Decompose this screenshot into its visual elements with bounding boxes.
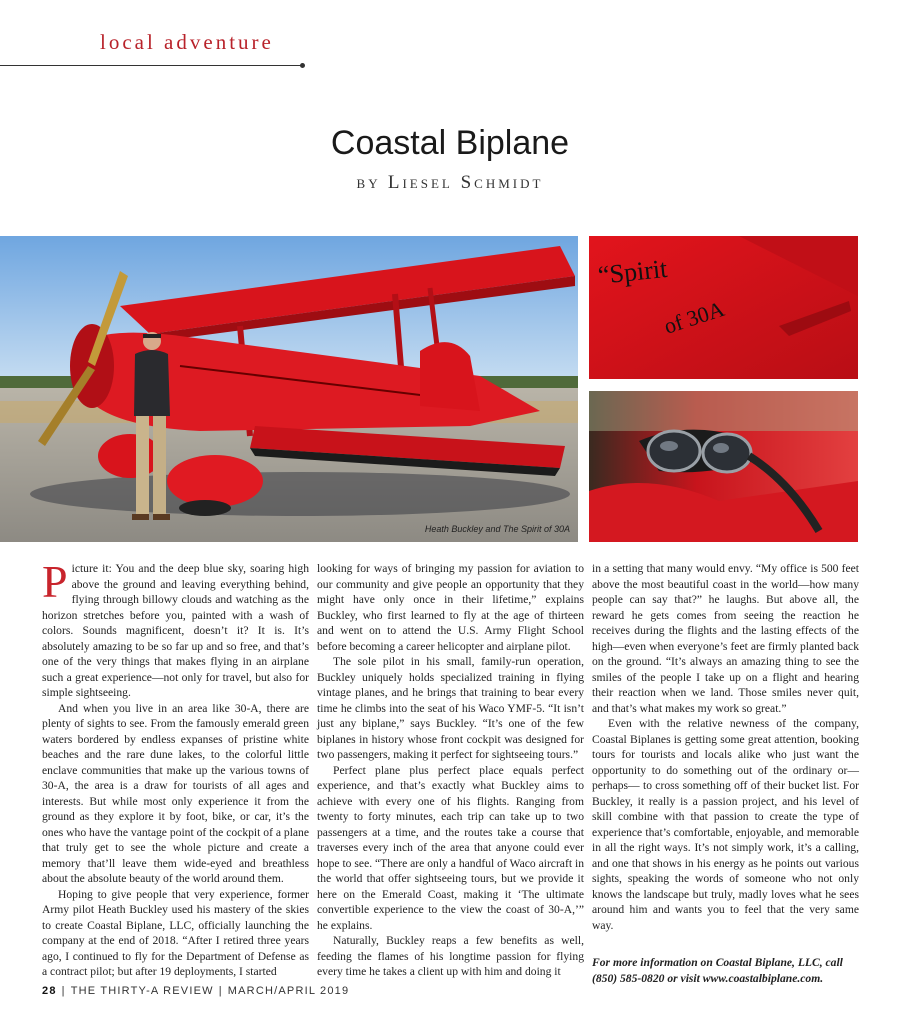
paragraph-2: And when you live in an area like 30-A, there are plenty of sights to see. From the famously emerald green waters bordered by endless expanses of pristine white beaches and the rare dune lakes, to the colorful little enclave communities that make up the various towns of 30-A, the area is a draw for tourists of all ages and interests. But while most only experience it from the ground as they explore it by foot, bike, or car, it’s the ones who have the vantage point of the cockpit of a plane that truly get to see the whole picture and create a memory that’ll leave them wide-eyed and breathless about the absolute beauty of the world around them. [42, 701, 309, 885]
article-column-2 [317, 561, 584, 980]
paragraph-1-text: icture it: You and the deep blue sky, soaring high above the ground and leaving everything behind, flying through billowy clouds and watching as the horizon stretches before you, painted with a wash of colors. Sounds magnificent, doesn’t it? It is. It’s absolutely amazing to be so far up and so free, and that’s one of the very things that makes flying in an airplane such a great experience—not only for travel, but also for simple sightseeing. [42, 562, 309, 699]
byline [0, 172, 900, 194]
paragraph-1 [42, 556, 309, 701]
publication-name: THE THIRTY-A REVIEW [70, 985, 214, 997]
tail-text-spirit: “Spirit [596, 253, 669, 290]
footer-separator: | [61, 985, 66, 997]
paragraph-8: in a setting that many would envy. “My office is 500 feet above the most beautiful coast in the world—how many people can say that?” he laughs. But above all, the reward he gets comes from seeing the reaction he receives during the flights and the lasting effects of the high—even when everyone’s feet are firmly planted back on the ground. “It’s always an amazing thing to see the smiles of the people I take up on a flight and hearing their reaction when we land. Those smiles never quit, and that’s what makes my work so great.” [592, 562, 859, 715]
issue-date: MARCH/APRIL 2019 [227, 985, 350, 997]
section-label: local adventure [100, 30, 274, 54]
biplane-illustration [0, 236, 578, 542]
goggles-illustration [589, 391, 858, 542]
photo-flight-goggles [589, 391, 858, 542]
contact-info: For more information on Coastal Biplane, LLC, call (850) 585-0820 or visit www.coastalbiplane.com. [592, 956, 843, 985]
byline-prefix: BY [356, 176, 381, 191]
paragraph-4: looking for ways of bringing my passion for aviation to our community and give people an opportunity that they might have only once in their lifetime,” explains Buckley, who first learned to fly at the age of thirteen and went on to attend the U.S. Army Flight School before becoming a career helicopter and airplane pilot. [317, 562, 584, 653]
article-column-1 [42, 556, 309, 980]
paragraph-7: Naturally, Buckley reaps a few benefits as well, feeding the flames of his longtime passion for flying every time he takes a client up with him and doing it [317, 934, 584, 978]
article-title: Coastal Biplane [330, 124, 570, 162]
tail-text-30a: of 30A [660, 295, 728, 339]
paragraph-3: Hoping to give people that very experience, former Army pilot Heath Buckley used his mastery of the skies to create Coastal Biplane, LLC, officially launching the company at the end of 2018. “After I retired three years ago, I continued to fly for the Department of Defense as a contract pilot; but after 19 deployments, I started [42, 887, 309, 978]
paragraph-9: Even with the relative newness of the company, Coastal Biplanes is getting some great attention, booking tours for tourists and locals alike who just want the opportunity to do something out of the ordinary or—perhaps— to cross something off of their bucket list. For Buckley, it really is a passion project, and his level of skill combine with that passion to create the type of experience that’s comfortable, enjoyable, and memorable in all the right ways. It’s not simply work, it’s a calling, and one that shows in his energy as he points out various sights, speaking the words of someone who not only knows the landscape but truly, madly loves what he sees around him and wants you to feel that the very same way. [592, 717, 859, 932]
section-divider [0, 65, 302, 66]
photo-caption: Heath Buckley and The Spirit of 30A [424, 524, 570, 534]
author-name: Liesel Schmidt [387, 172, 544, 193]
main-photo-biplane [0, 236, 578, 542]
article-column-3 [592, 561, 859, 986]
footer-separator: | [218, 985, 223, 997]
paragraph-6: Perfect plane plus perfect place equals perfect experience, and that’s exactly what Buckley aims to achieve with every one of his flights. Ranging from twenty to forty minutes, each trip can take up to two passengers at a time, and the routes take a course that traverses every inch of the area that anyone could ever hope to see. “There are only a handful of Waco aircraft in the world that offer sightseeing tours, but we provide it here on the Emerald Coast, making it ‘The ultimate convertible experience to the view the coast of 30-A,’” he explains. [317, 763, 584, 932]
spirit-lettering-illustration [589, 236, 858, 379]
photo-spirit-of-30a-lettering [589, 236, 858, 379]
drop-cap: P [42, 556, 68, 607]
paragraph-5: The sole pilot in his small, family-run operation, Buckley uniquely holds specialized training in flying vintage planes, and he brings that training to bear every time he climbs into the seat of his Waco YMF-5. “It isn’t just any biplane,” says Buckley. “It’s one of the few biplanes in history whose front cockpit was designed for two passengers, making it perfect for sightseeing tours.” [317, 655, 584, 761]
page-number: 28 [42, 985, 57, 997]
page-footer [42, 985, 349, 997]
